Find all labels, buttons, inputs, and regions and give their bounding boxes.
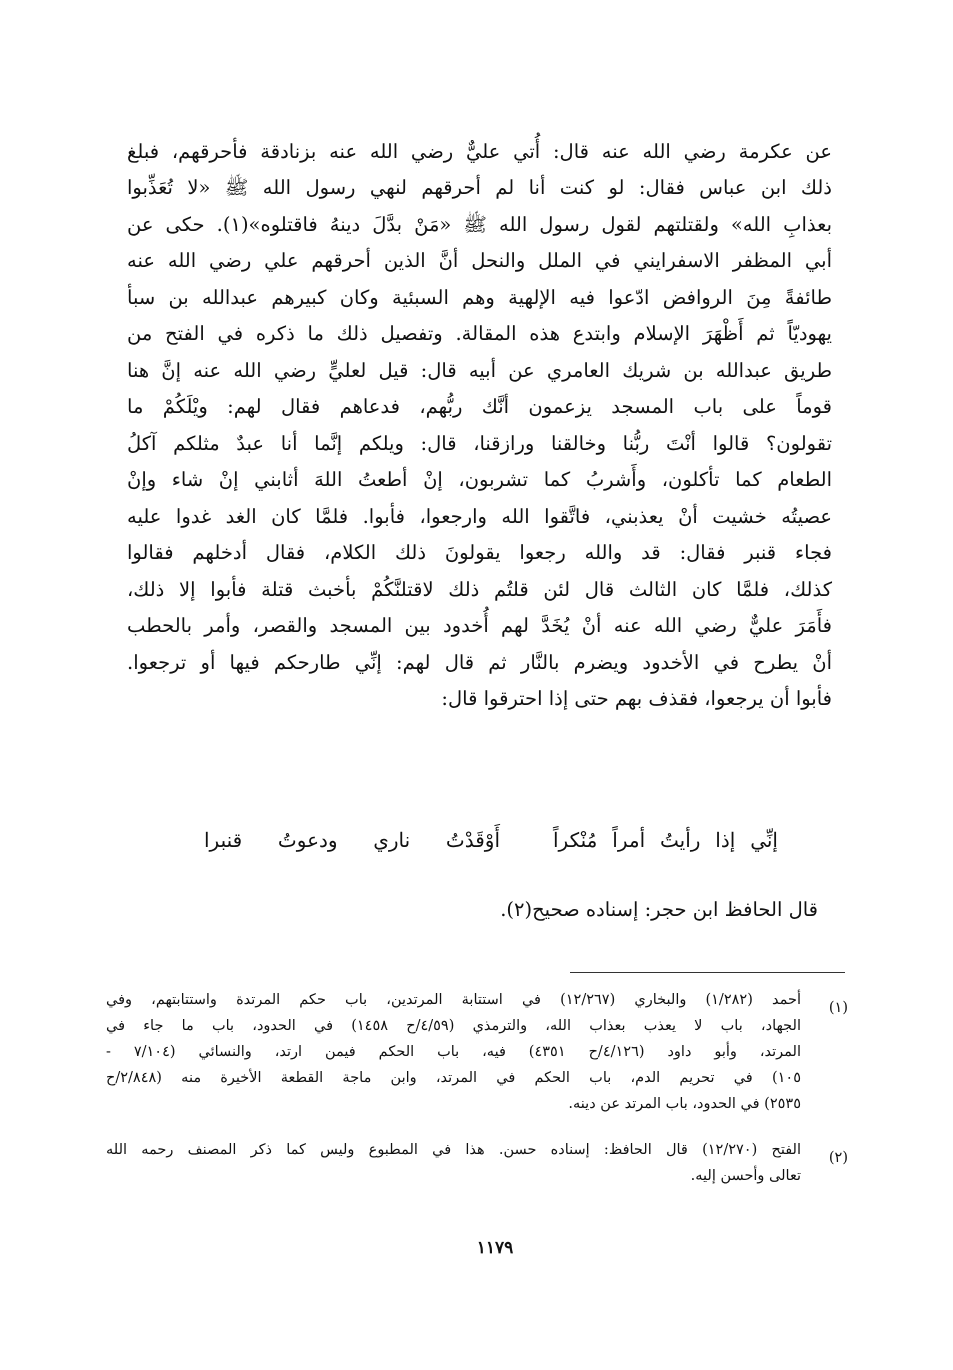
poem-first-hemistich: إنِّي إذا رأيتُ أمراً مُنْكراً — [553, 828, 778, 852]
body-line: طائفةً مِنَ الروافض ادّعوا فيه الإلهية وهم السبئية وكان كبيرهم عبدالله بن سبأ — [127, 286, 832, 309]
page-number: ١١٧٩ — [476, 1238, 514, 1258]
footnote-line: ٢٥٣٥) في الحدود، باب المرتد عن دينه. — [568, 1096, 801, 1112]
body-line: قوماً على باب المسجد يزعمون أنَّك ربُّهم، فدعاهم فقال لهم: ويْلَكُمْ ما — [127, 395, 832, 418]
body-line: عن عكرمة رضي الله عنه قال: أُتي عليٌّ رضي الله عنه بزنادقة فأحرقهم، فبلغ — [127, 140, 832, 163]
body-line: يهوديّاً ثم أَظْهَرَ الإسلام وابتدع هذه المقالة. وتفصيل ذلك ما ذكره في الفتح من — [127, 322, 832, 345]
body-line: أنْ يطرح في الأخدود ويضرم بالنَّار ثم قال لهم: إنِّي طارحكم فيها أو ترجعوا. — [127, 651, 832, 674]
body-line: الطعام كما تأكلون، وأَشربُ كما تشربون، إنْ أطعتُ اللهَ أثابني إنْ شاء وإنْ — [127, 468, 832, 491]
body-line: فأَمَرَ عليٌّ رضي الله عنه أنْ يُخَدَّ لهم أُخدود بين المسجد والقصر، وأمر بالحطب — [127, 614, 832, 637]
body-line: فأبوا أن يرجعوا، فقذف بهم حتى إذا احترقوا قال: — [441, 687, 832, 710]
footnote-number: (٢) — [828, 1150, 848, 1166]
body-line: أبي المظفر الاسفرايني في الملل والنحل أنَّ الذين أحرقهم علي رضي الله عنه — [127, 249, 832, 272]
footnote-line: المرتد، وأبو داود (٤/١٢٦/ح ٤٣٥١) فيه، باب الحكم فيمن ارتد، والنسائي (٧/١٠٤ - — [106, 1044, 801, 1060]
body-line: بعذابِ الله» ولقتلتهم لقول رسول الله ﷺ «مَنْ بدَّلَ دينهُ فاقتلوه»(١). حكى عن — [127, 213, 832, 236]
footnote-divider — [570, 972, 845, 973]
body-line: تقولون؟ قالوا أنْتَ ربُّنا وخالقنا ورازقنا، قال: ويلكم إنَّما أنا عبدٌ مثلكم آكلُ — [127, 432, 832, 455]
body-line: عصيتُه خشيت أنْ يعذبني، فاتَّقوا الله وارجعوا، فأبوا. فلمَّا كان الغد غدوا عليه — [127, 505, 832, 528]
footnote-number: (١) — [828, 1000, 848, 1016]
footnote-line: الفتح (١٢/٢٧٠) قال الحافظ: إسناده حسن. هذا في المطبوع وليس كما ذكر المصنف رحمه الله — [106, 1142, 801, 1158]
poem-second-hemistich: أَوْقَدْتُ ناري ودعوتُ قنبرا — [204, 828, 500, 852]
body-line: كذلك، فلمَّا كان الثالث قال لئن قلتُم ذلك لاقتلنَّكُمْ بأخبث قتلة فأبوا إلا ذلك، — [127, 578, 832, 601]
body-line: طريق عبدالله بن شريك العامري عن أبيه قال: قيل لعليٍّ رضي الله عنه إنَّ هنا — [127, 359, 832, 382]
footnote-line: ١٠٥) في تحريم الدم، باب الحكم في المرتد، وابن ماجة القطعة الأخيرة منه (٢/٨٤٨/ح — [106, 1070, 801, 1086]
body-line: فجاء قنبر فقال: قد والله رجعوا يقولونَ ذلك الكلام، فقال أدخلهم فقالوا — [127, 541, 832, 564]
footnote-line: تعالى وأحسن إليه. — [690, 1168, 801, 1184]
footnote-line: أحمد (١/٢٨٢) والبخاري (١٢/٢٦٧) في استتابة المرتدين، باب حكم المرتدة واستتابتهم، وفي — [106, 992, 801, 1008]
footnote-line: الجهاد، باب لا يعذب بعذاب الله، والترمذي (٤/٥٩/ح ١٤٥٨) في الحدود، باب ما جاء في — [106, 1018, 801, 1034]
body-line: ذلك ابن عباس فقال: لو كنت أنا لم أحرقهم لنهي رسول الله ﷺ «لا تُعَذِّبوا — [127, 176, 832, 199]
closing-line: قال الحافظ ابن حجر: إسناده صحيح(٢). — [500, 898, 818, 921]
